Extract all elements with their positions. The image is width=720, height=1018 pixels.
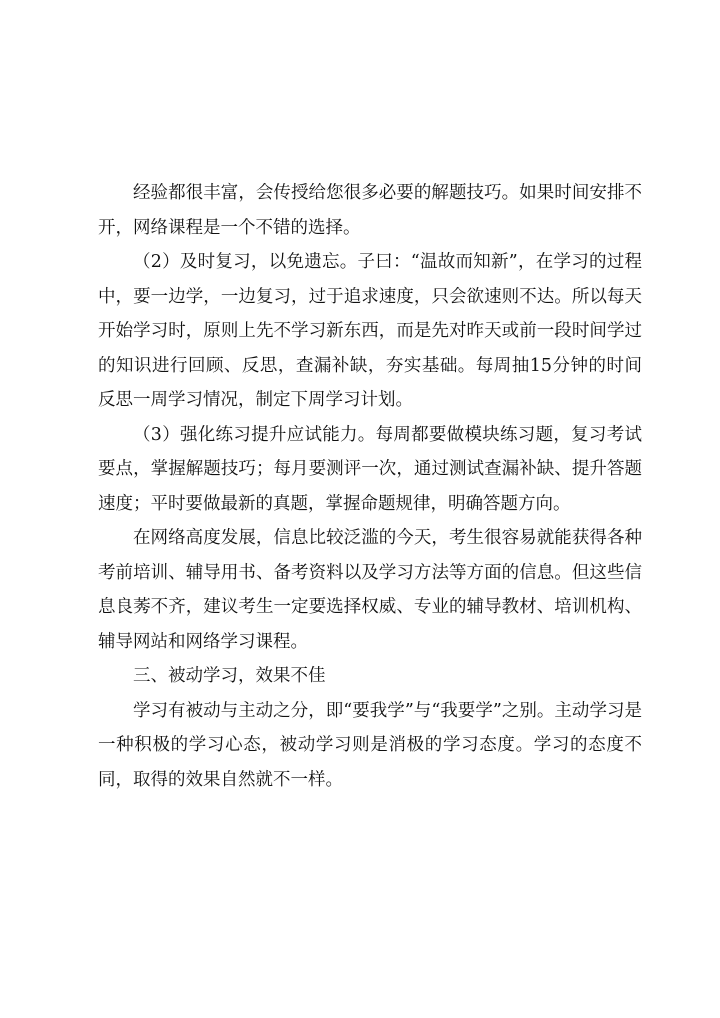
paragraph-1: 经验都很丰富，会传授给您很多必要的解题技巧。如果时间安排不开，网络课程是一个不错的选择。 — [98, 183, 642, 238]
document-body — [98, 176, 642, 797]
paragraph-4: 在网络高度发展，信息比较泛滥的今天，考生很容易就能获得各种考前培训、辅导用书、备考资料以及学习方法等方面的信息。但这些信息良莠不齐，建议考生一定要选择权威、专业的辅导教材、培训机构、辅导网站和网络学习课程。 — [98, 528, 642, 652]
paragraph-5: 学习有被动与主动之分，即“要我学”与“我要学”之别。主动学习是一种积极的学习心态，被动学习则是消极的学习态度。学习的态度不同，取得的效果自然就不一样。 — [98, 700, 642, 790]
paragraph-3: （3）强化练习提升应试能力。每周都要做模块练习题，复习考试要点，掌握解题技巧；每月要测评一次，通过测试查漏补缺、提升答题速度；平时要做最新的真题，掌握命题规律，明确答题方向。 — [98, 424, 642, 514]
section-heading: 三、被动学习，效果不佳 — [133, 666, 326, 686]
paragraph-2: （2）及时复习，以免遗忘。子曰：“温故而知新”，在学习的过程中，要一边学，一边复习，过于追求速度，只会欲速则不达。所以每天开始学习时，原则上先不学习新东西，而是先对昨天或前一段时间学过的知识进行回顾、反思，查漏补缺，夯实基础。每周抽15分钟的时间反思一周学习情况，制定下周学习计划。 — [98, 252, 642, 410]
